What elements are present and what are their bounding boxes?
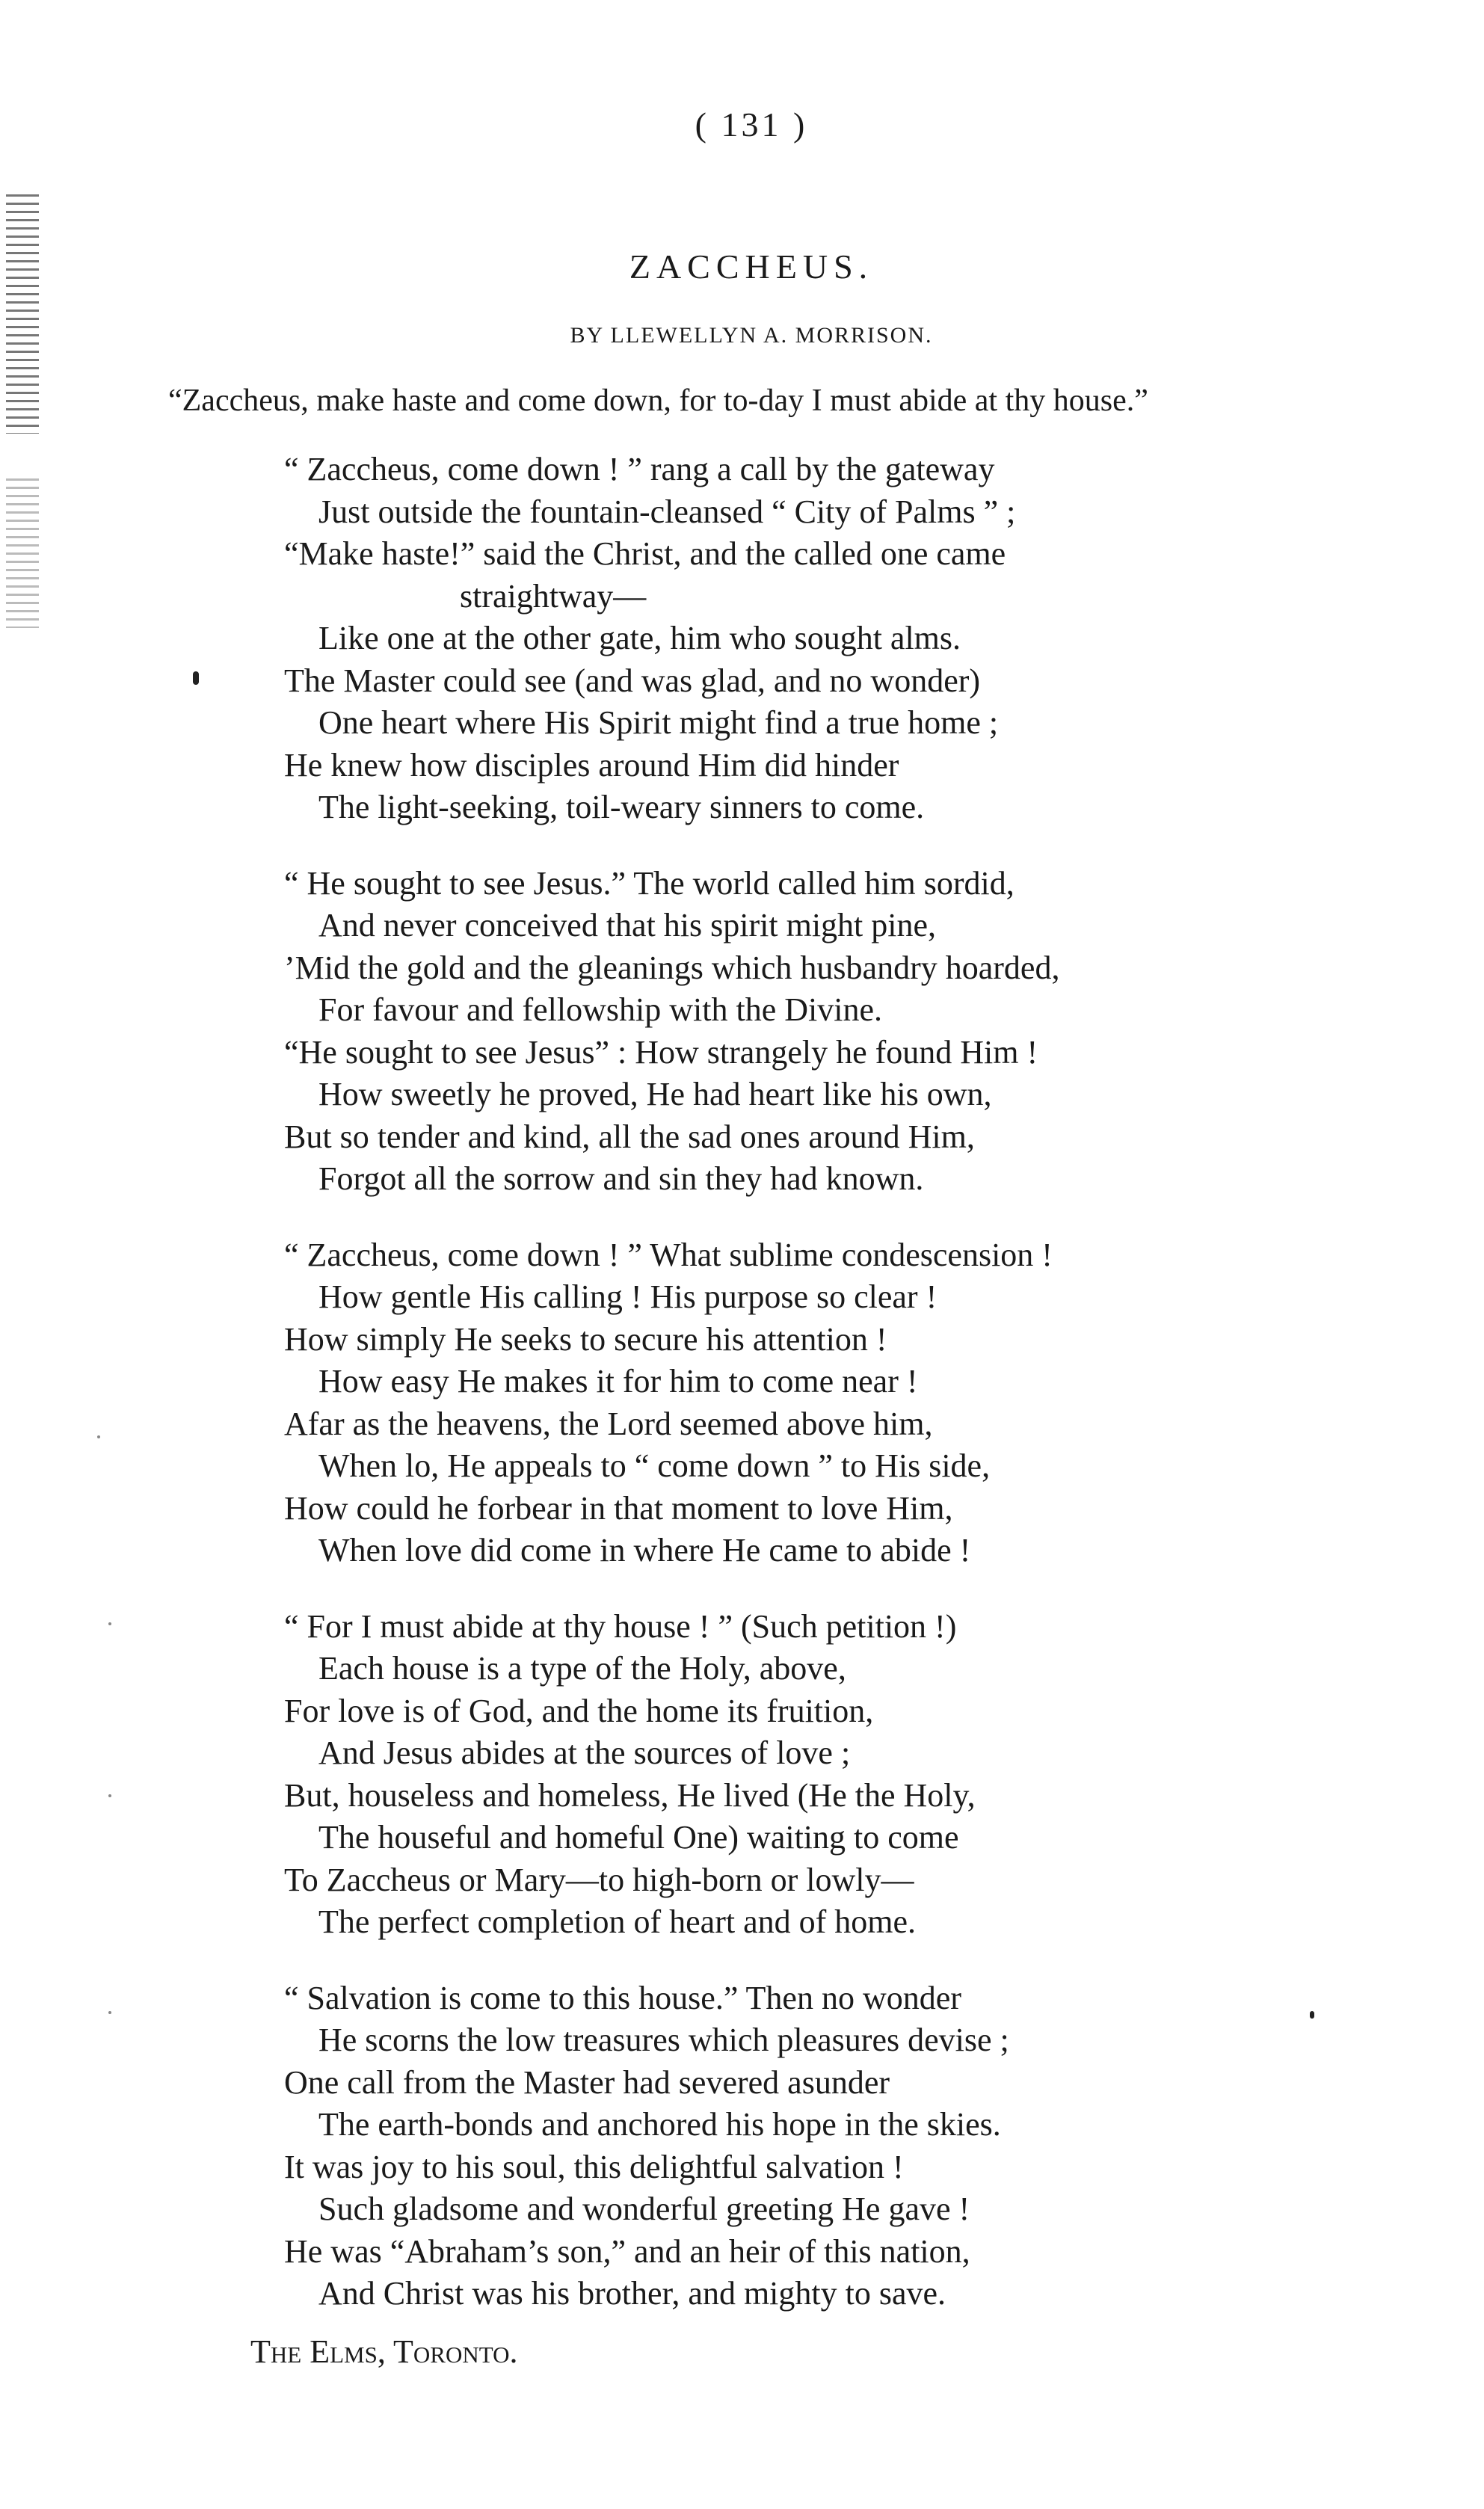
- poem-line: But, houseless and homeless, He lived (He the Holy,: [284, 1776, 976, 1814]
- poem-line: “ Zaccheus, come down ! ” What sublime condescension !: [284, 1236, 1053, 1273]
- scan-dot-2: [108, 1622, 111, 1625]
- poem-line: straightway—: [460, 577, 647, 615]
- page-number: ( 131 ): [695, 105, 808, 144]
- scan-dot-3: [108, 1794, 111, 1797]
- poem-line: It was joy to his soul, this delightful salvation !: [284, 2148, 904, 2185]
- poem-line: How could he forbear in that moment to love Him,: [284, 1489, 953, 1527]
- poem-line: “He sought to see Jesus” : How strangely he found Him !: [284, 1033, 1038, 1071]
- poem-line: He knew how disciples around Him did hinder: [284, 746, 899, 784]
- poem-line: The earth-bonds and anchored his hope in the skies.: [318, 2106, 1001, 2143]
- poem-title: ZACCHEUS.: [629, 247, 874, 286]
- poem-body: [284, 449, 1331, 2349]
- poem-line: “ He sought to see Jesus.” The world called him sordid,: [284, 864, 1015, 902]
- margin-scan-artifact-2: [6, 478, 39, 628]
- signature-line: The Elms, Toronto.: [250, 2333, 518, 2370]
- poem-line: The Master could see (and was glad, and no wonder): [284, 662, 981, 699]
- author-byline: BY LLEWELLYN A. MORRISON.: [570, 323, 933, 348]
- margin-scan-artifact: [6, 194, 39, 434]
- poem-line: And Christ was his brother, and mighty to save.: [318, 2275, 946, 2312]
- poem-line: When love did come in where He came to abide !: [318, 1532, 971, 1568]
- poem-line: How gentle His calling ! His purpose so clear !: [318, 1278, 937, 1315]
- poem-line: One call from the Master had severed asunder: [284, 2063, 890, 2101]
- poem-line: He was “Abraham’s son,” and an heir of this nation,: [284, 2232, 970, 2270]
- stanza-1: [284, 449, 1331, 829]
- poem-line: Just outside the fountain-cleansed “ City of Palms ” ;: [318, 493, 1016, 530]
- poem-line: For love is of God, and the home its fruition,: [284, 1692, 874, 1729]
- poem-line: How sweetly he proved, He had heart like his own,: [318, 1076, 992, 1112]
- epigraph: “Zaccheus, make haste and come down, for to-day I must abide at thy house.”: [168, 384, 1148, 418]
- scan-dot-4: [108, 2011, 111, 2014]
- poem-line: “ Salvation is come to this house.” Then no wonder: [284, 1979, 961, 2016]
- poem-line: But so tender and kind, all the sad ones around Him,: [284, 1118, 975, 1155]
- poem-line: How easy He makes it for him to come near !: [318, 1363, 918, 1400]
- poem-line: Afar as the heavens, the Lord seemed above him,: [284, 1405, 933, 1442]
- poem-line: Each house is a type of the Holy, above,: [318, 1650, 846, 1687]
- stanza-3: [284, 1234, 1331, 1572]
- poem-line: For favour and fellowship with the Divine.: [318, 991, 882, 1028]
- poem-line: The light-seeking, toil-weary sinners to come.: [318, 789, 925, 825]
- poem-line: Forgot all the sorrow and sin they had known.: [318, 1160, 924, 1197]
- poem-line: “ Zaccheus, come down ! ” rang a call by the gateway: [284, 451, 995, 487]
- stanza-5: [284, 1977, 1331, 2315]
- stanza-2: [284, 863, 1331, 1201]
- poem-line: “ For I must abide at thy house ! ” (Such petition !): [284, 1607, 957, 1645]
- poem-line: “Make haste!” said the Christ, and the called one came: [284, 535, 1006, 572]
- poem-line: And Jesus abides at the sources of love ;: [318, 1734, 851, 1771]
- poem-line: One heart where His Spirit might find a true home ;: [318, 704, 999, 741]
- poem-line: How simply He seeks to secure his attention !: [284, 1320, 887, 1358]
- ink-blot: [193, 671, 199, 685]
- poem-line: And never conceived that his spirit might pine,: [318, 907, 937, 943]
- poem-line: To Zaccheus or Mary—to high-born or lowly—: [284, 1861, 914, 1898]
- poem-line: When lo, He appeals to “ come down ” to His side,: [318, 1447, 991, 1484]
- poem-line: He scorns the low treasures which pleasures devise ;: [318, 2022, 1009, 2058]
- poem-line: Like one at the other gate, him who sought alms.: [318, 620, 961, 656]
- poem-line: The perfect completion of heart and of home.: [318, 1903, 917, 1940]
- poem-line: Such gladsome and wonderful greeting He gave !: [318, 2191, 970, 2227]
- poem-line: ’Mid the gold and the gleanings which husbandry hoarded,: [284, 949, 1060, 986]
- stanza-4: [284, 1606, 1331, 1944]
- poem-line: The houseful and homeful One) waiting to come: [318, 1819, 959, 1856]
- scan-dot: [97, 1435, 100, 1438]
